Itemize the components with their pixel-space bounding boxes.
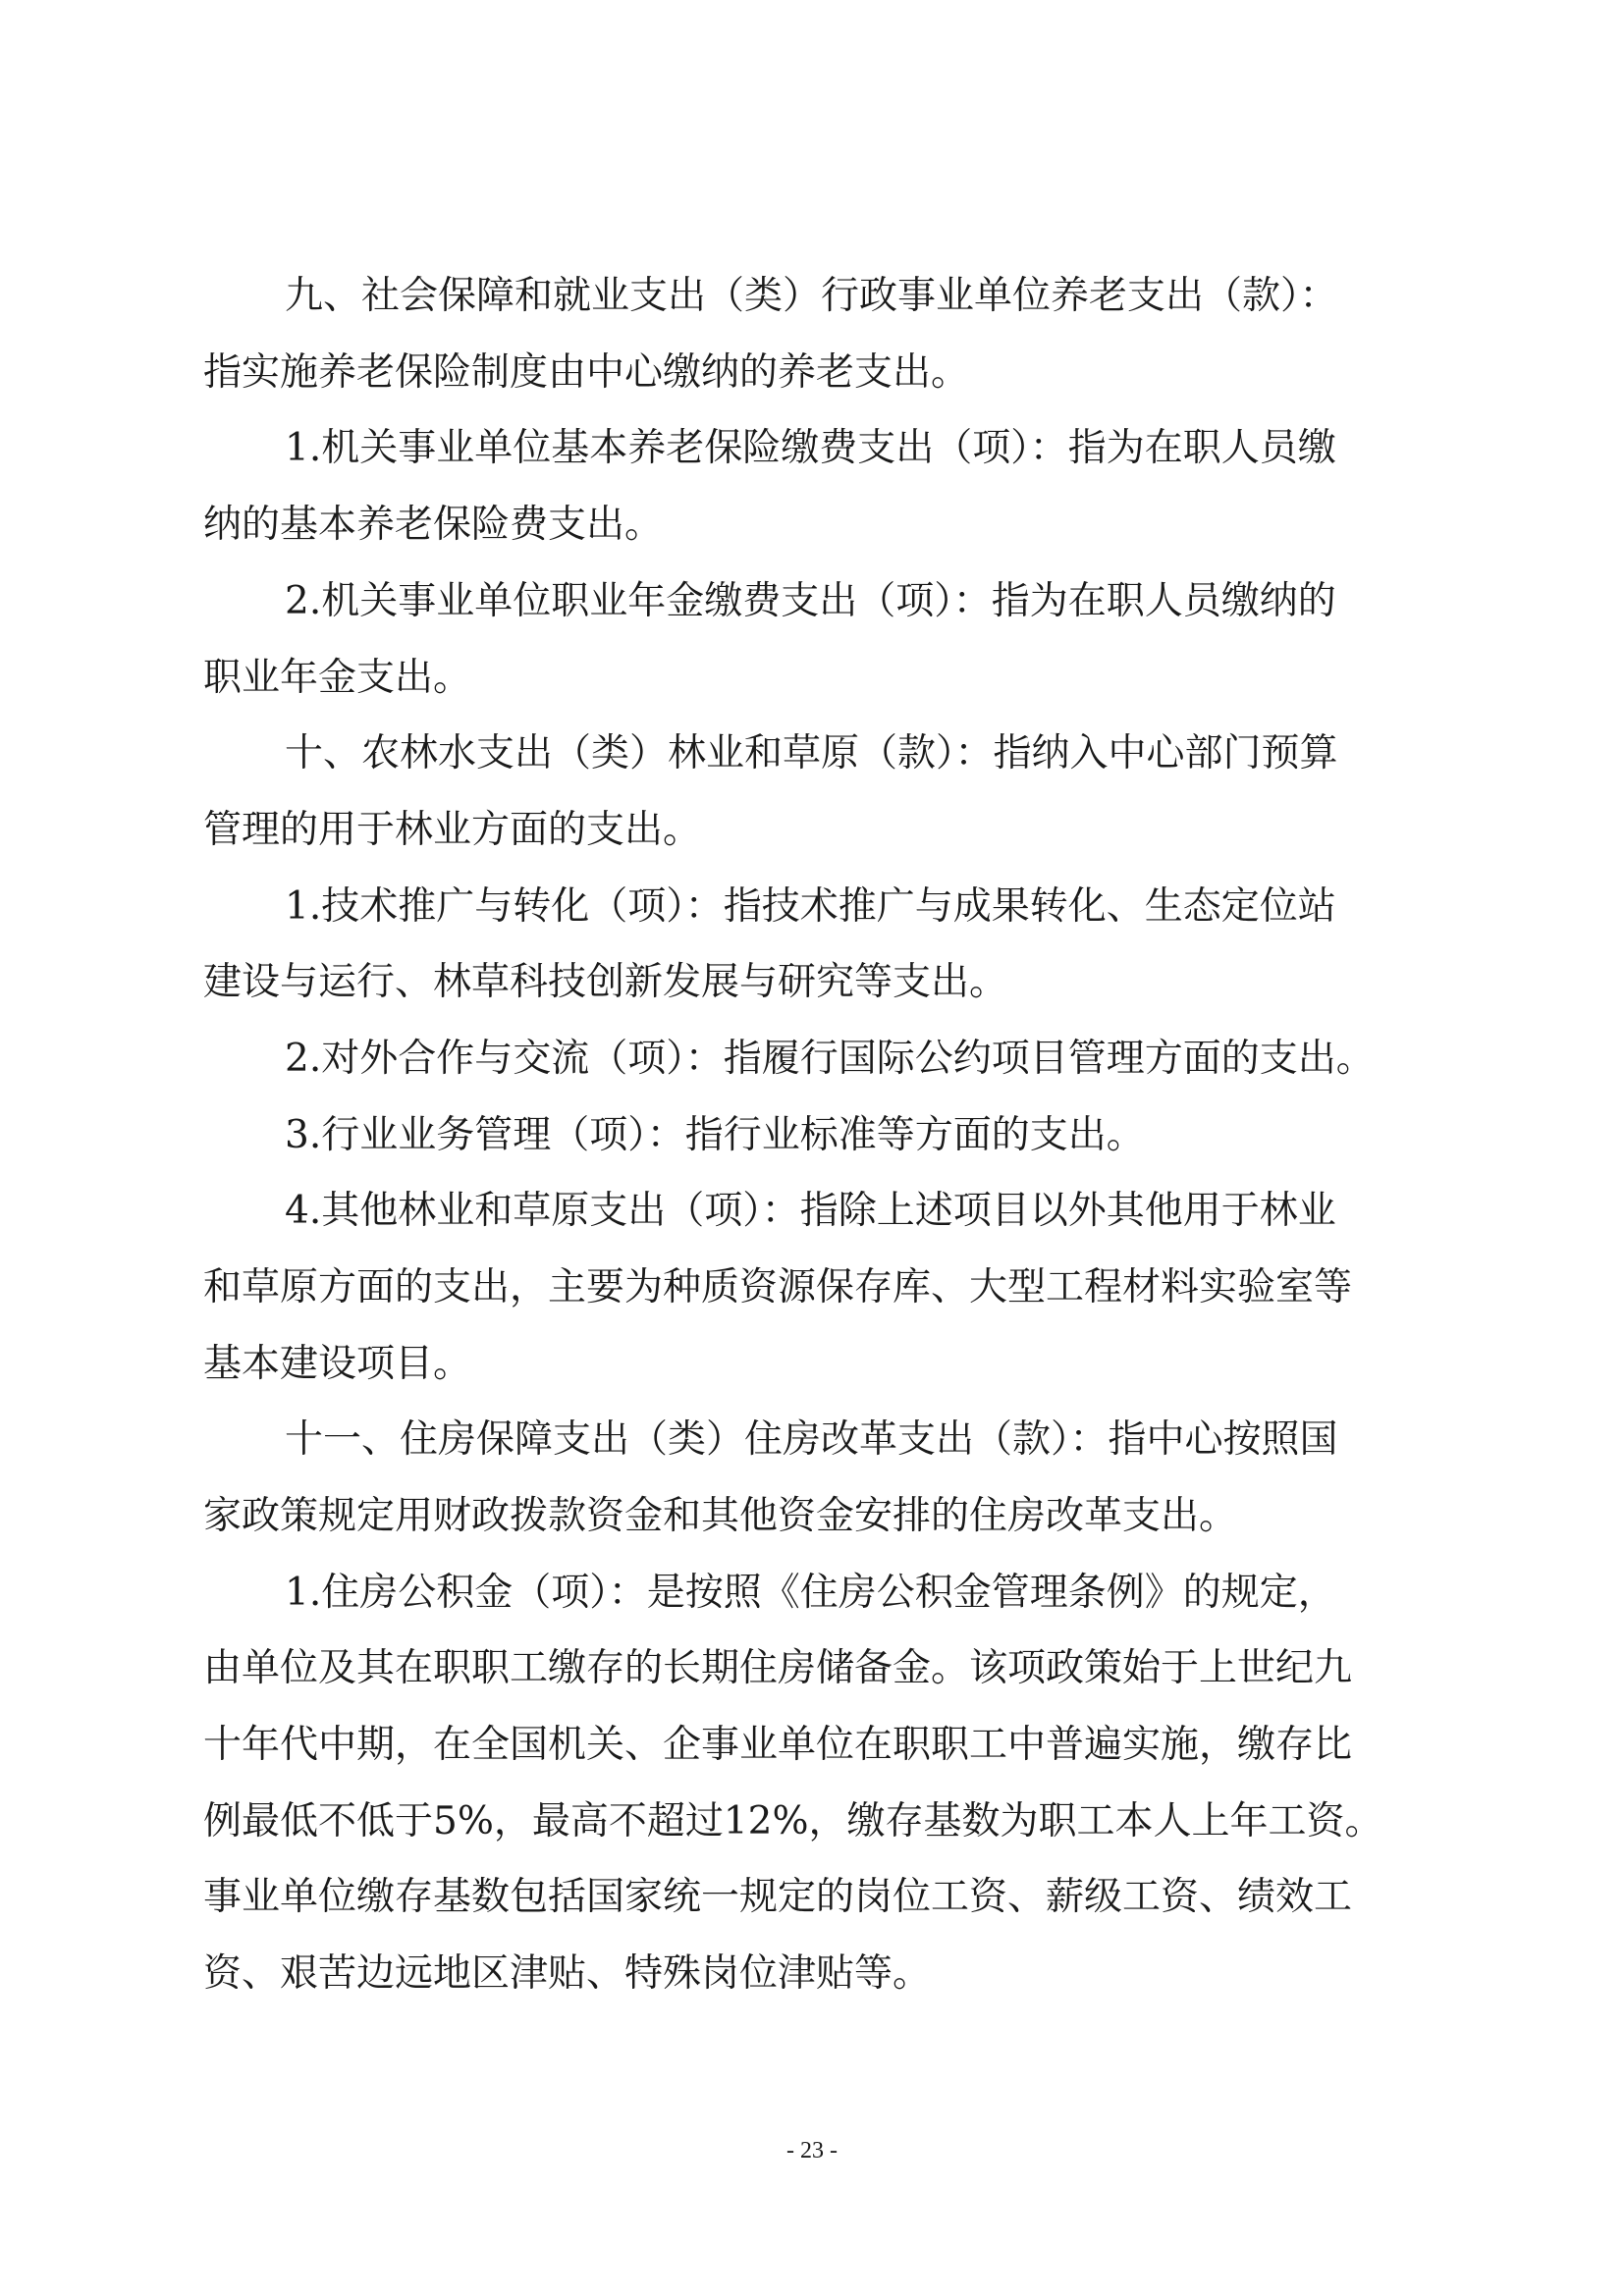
text-line: 职业年金支出。 [203,656,472,700]
text-line: 1.机关事业单位基本养老保险缴费支出（项）：指为在职人员缴 [285,426,1336,470]
text-line: 指实施养老保险制度由中心缴纳的养老支出。 [203,350,970,395]
text-line: 1.住房公积金（项）：是按照《住房公积金管理条例》的规定， [285,1571,1336,1615]
text-line: 2.机关事业单位职业年金缴费支出（项）：指为在职人员缴纳的 [285,579,1336,623]
text-line: 事业单位缴存基数包括国家统一规定的岗位工资、薪级工资、绩效工 [203,1875,1353,1919]
text-line: 十一、住房保障支出（类）住房改革支出（款）：指中心按照国 [285,1417,1338,1462]
text-line: 2.对外合作与交流（项）：指履行国际公约项目管理方面的支出。 [285,1037,1375,1081]
page-number: - 23 - [786,2138,838,2163]
text-line: 管理的用于林业方面的支出。 [203,808,702,852]
text-line: 4.其他林业和草原支出（项）：指除上述项目以外其他用于林业 [285,1189,1336,1233]
text-line: 九、社会保障和就业支出（类）行政事业单位养老支出（款）： [285,274,1338,318]
text-line: 1.技术推广与转化（项）：指技术推广与成果转化、生态定位站 [285,884,1336,929]
text-line: 例最低不低于5%，最高不超过12%，缴存基数为职工本人上年工资。 [203,1799,1383,1843]
text-line: 资、艰苦边远地区津贴、特殊岗位津贴等。 [203,1951,932,1996]
text-line: 和草原方面的支出，主要为种质资源保存库、大型工程材料实验室等 [203,1265,1353,1309]
text-line: 家政策规定用财政拨款资金和其他资金安排的住房改革支出。 [203,1494,1238,1538]
text-line: 纳的基本养老保险费支出。 [203,503,664,547]
text-line: 由单位及其在职职工缴存的长期住房储备金。该项政策始于上世纪九 [203,1646,1353,1690]
text-line: 十年代中期，在全国机关、企事业单位在职职工中普遍实施，缴存比 [203,1723,1353,1767]
text-line: 基本建设项目。 [203,1342,472,1386]
text-line: 3.行业业务管理（项）：指行业标准等方面的支出。 [285,1113,1145,1157]
text-line: 十、农林水支出（类）林业和草原（款）：指纳入中心部门预算 [285,731,1338,775]
text-line: 建设与运行、林草科技创新发展与研究等支出。 [203,960,1008,1004]
